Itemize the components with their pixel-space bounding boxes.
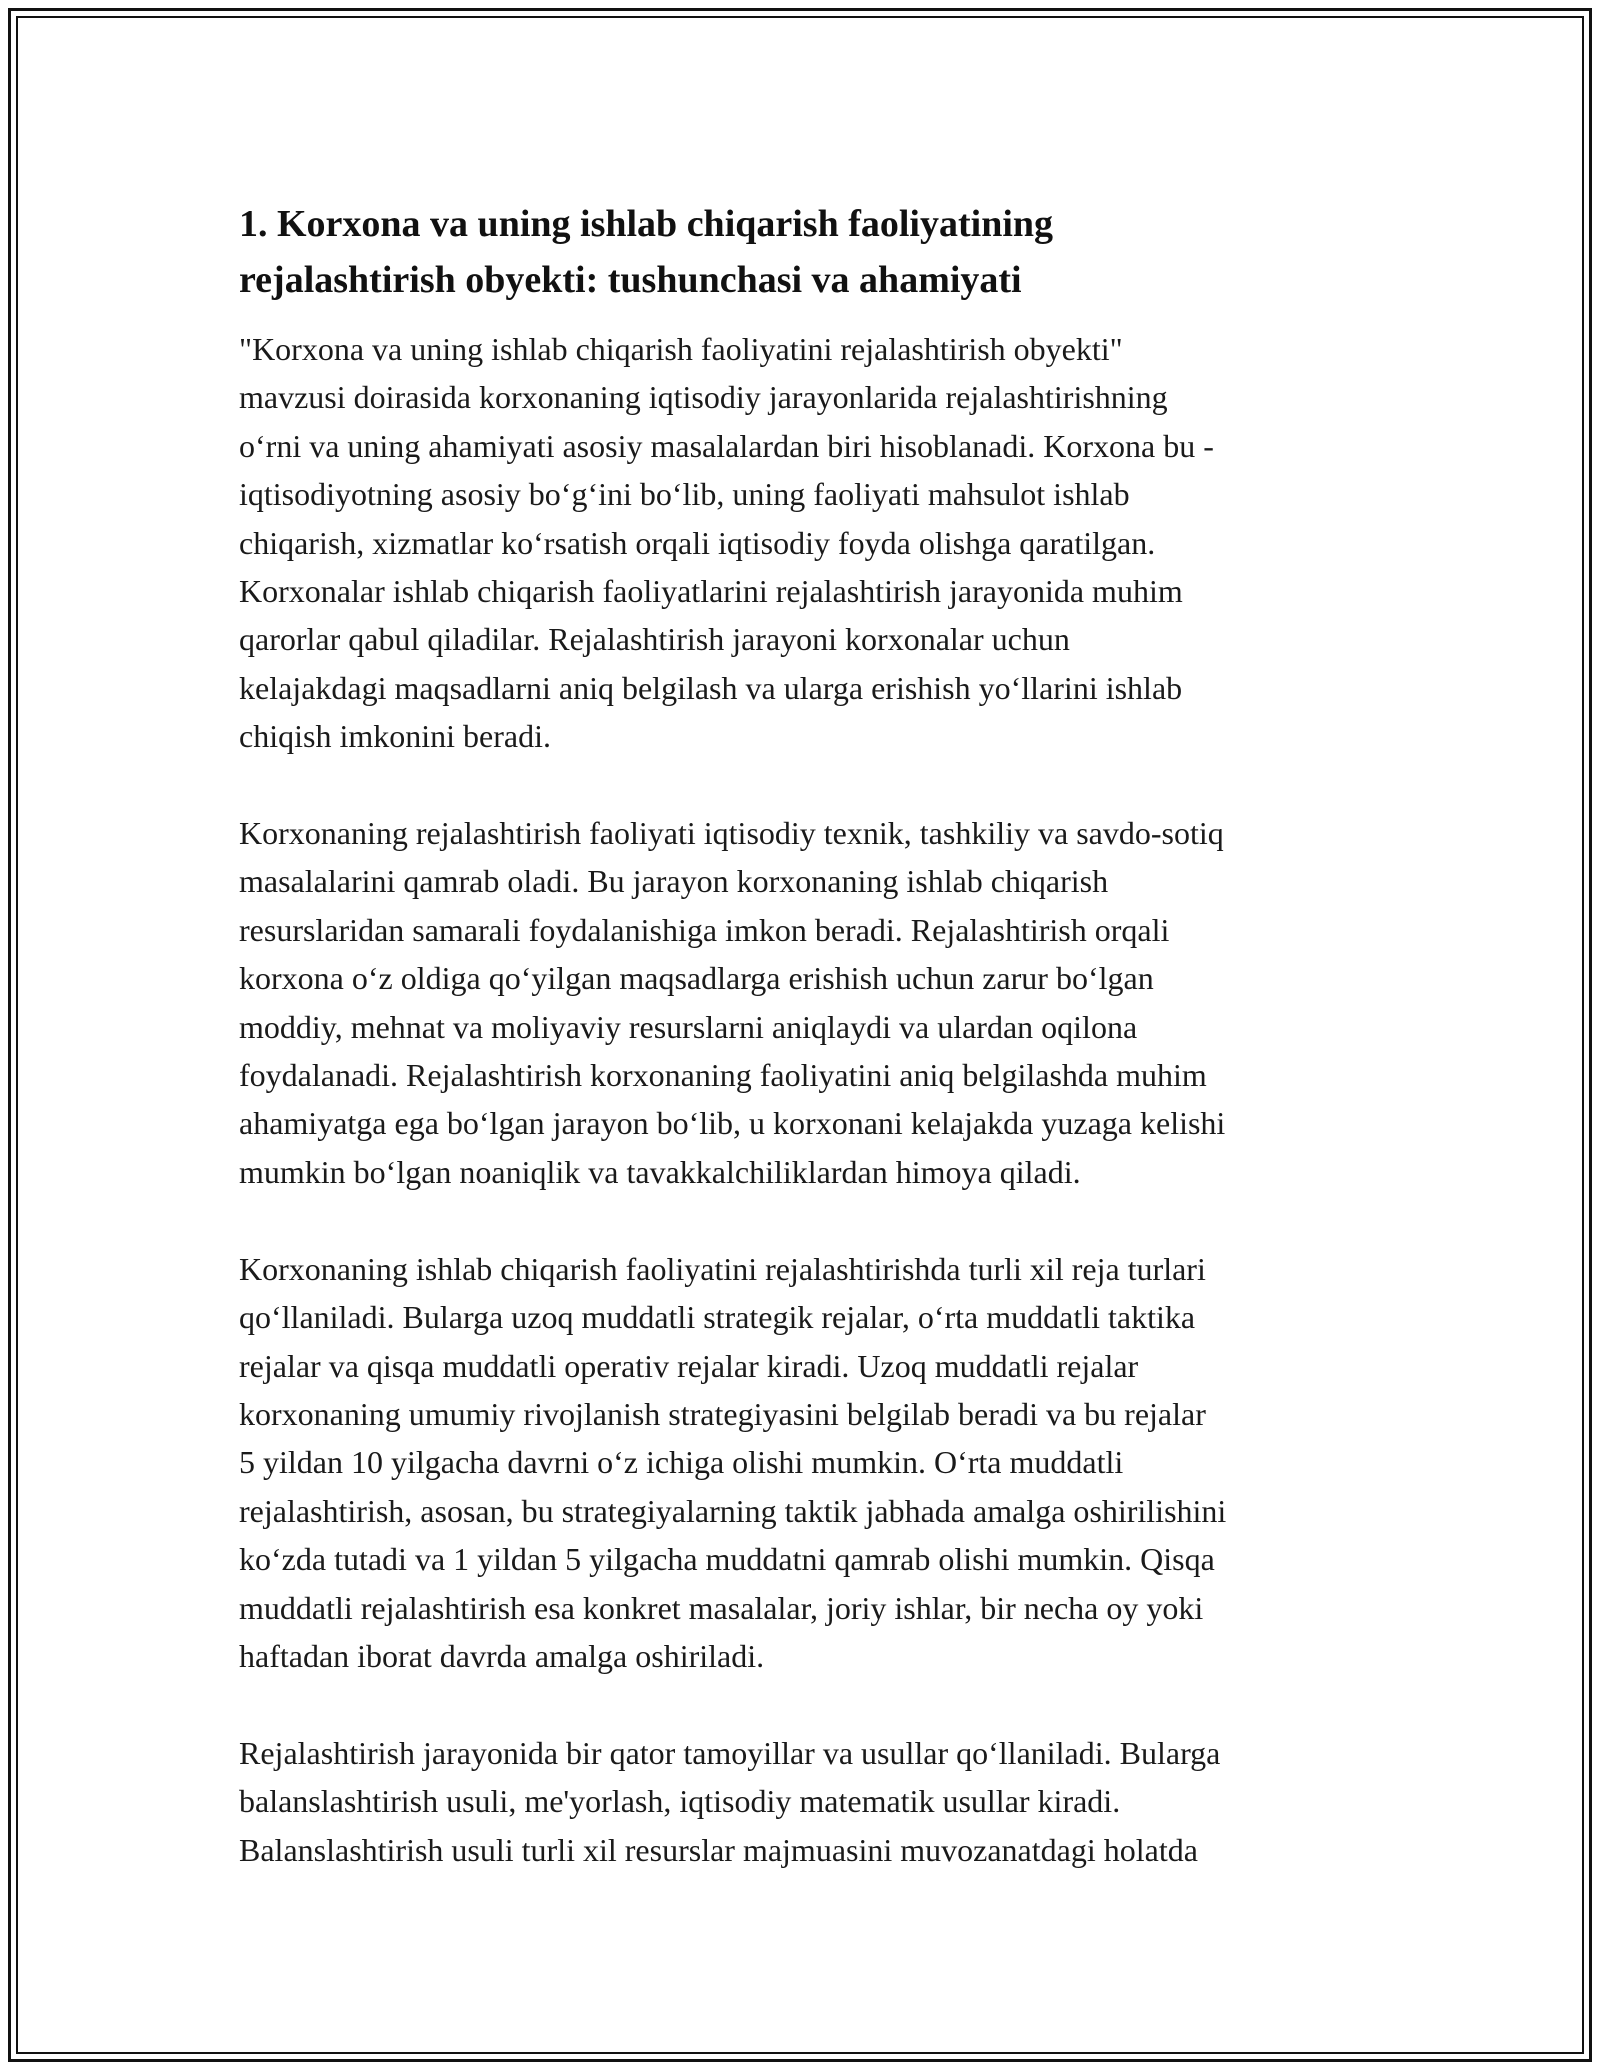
text-line: ahamiyatga ega boʻlgan jarayon boʻlib, u korxonani kelajakda yuzaga kelishi [239,1105,1226,1142]
page-border-outer [8,8,1592,2062]
text-line: koʻzda tutadi va 1 yildan 5 yilgacha muddatni qamrab olishi mumkin. Qisqa [239,1541,1215,1578]
text-line: muddatli rejalashtirish esa konkret masalalar, joriy ishlar, bir necha oy yoki [239,1589,1204,1626]
text-line: Korxonaning ishlab chiqarish faoliyatini rejalashtirishda turli xil reja turlari [239,1250,1206,1287]
text-line: 5 yildan 10 yilgacha davrni oʻz ichiga olishi mumkin. Oʻrta muddatli [239,1444,1124,1481]
heading-line: 1. Korxona va uning ishlab chiqarish faoliyatining [239,203,1054,245]
text-line: qoʻllaniladi. Bularga uzoq muddatli strategik rejalar, oʻrta muddatli taktika [239,1299,1196,1336]
text-line: Korxonaning rejalashtirish faoliyati iqtisodiy texnik, tashkiliy va savdo-sotiq [239,815,1224,852]
text-line: kelajakdagi maqsadlarni aniq belgilash va ularga erishish yoʻllarini ishlab [239,669,1183,706]
paragraph-2 [239,809,1399,1196]
text-line: iqtisodiyotning asosiy boʻgʻini boʻlib, uning faoliyati mahsulot ishlab [239,476,1130,513]
text-line: balanslashtirish usuli, me'yorlash, iqtisodiy matematik usullar kiradi. [239,1783,1121,1820]
heading-line: rejalashtirish obyekti: tushunchasi va ahamiyati [239,259,1022,301]
text-line: Rejalashtirish jarayonida bir qator tamoyillar va usullar qoʻllaniladi. Bularga [239,1734,1221,1771]
text-line: Korxonalar ishlab chiqarish faoliyatlarini rejalashtirish jarayonida muhim [239,573,1183,610]
text-line: chiqish imkonini beradi. [239,718,551,755]
text-line: rejalar va qisqa muddatli operativ rejalar kiradi. Uzoq muddatli rejalar [239,1347,1139,1384]
text-line: mumkin boʻlgan noaniqlik va tavakkalchiliklardan himoya qiladi. [239,1153,1081,1190]
page-border-inner [16,16,1584,2054]
text-line: korxonaning umumiy rivojlanish strategiyasini belgilab beradi va bu rejalar [239,1395,1206,1432]
text-line: foydalanadi. Rejalashtirish korxonaning faoliyatini aniq belgilashda muhim [239,1057,1207,1094]
text-line: chiqarish, xizmatlar koʻrsatish orqali iqtisodiy foyda olishga qaratilgan. [239,524,1156,561]
document-body [239,196,1399,1922]
text-line: rejalashtirish, asosan, bu strategiyalarning taktik jabhada amalga oshirilishini [239,1492,1227,1529]
text-line: qarorlar qabul qiladilar. Rejalashtirish jarayoni korxonalar uchun [239,621,1070,658]
text-line: mavzusi doirasida korxonaning iqtisodiy jarayonlarida rejalashtirishning [239,379,1168,416]
text-line: moddiy, mehnat va moliyaviy resurslarni aniqlaydi va ulardan oqilona [239,1008,1138,1045]
text-line: haftadan iborat davrda amalga oshiriladi. [239,1637,765,1674]
section-heading [239,196,1399,308]
text-line: oʻrni va uning ahamiyati asosiy masalalardan biri hisoblanadi. Korxona bu - [239,427,1214,464]
text-line: korxona oʻz oldiga qoʻyilgan maqsadlarga erishish uchun zarur boʻlgan [239,960,1154,997]
text-line: "Korxona va uning ishlab chiqarish faoliyatini rejalashtirish obyekti" [239,331,1123,367]
paragraph-1 [239,325,1399,761]
paragraph-3 [239,1245,1399,1681]
text-line: Balanslashtirish usuli turli xil resurslar majmuasini muvozanatdagi holatda [239,1831,1198,1868]
text-line: masalalarini qamrab oladi. Bu jarayon korxonaning ishlab chiqarish [239,863,1109,900]
text-line: resurslaridan samarali foydalanishiga imkon beradi. Rejalashtirish orqali [239,911,1170,948]
paragraph-4 [239,1729,1399,1874]
